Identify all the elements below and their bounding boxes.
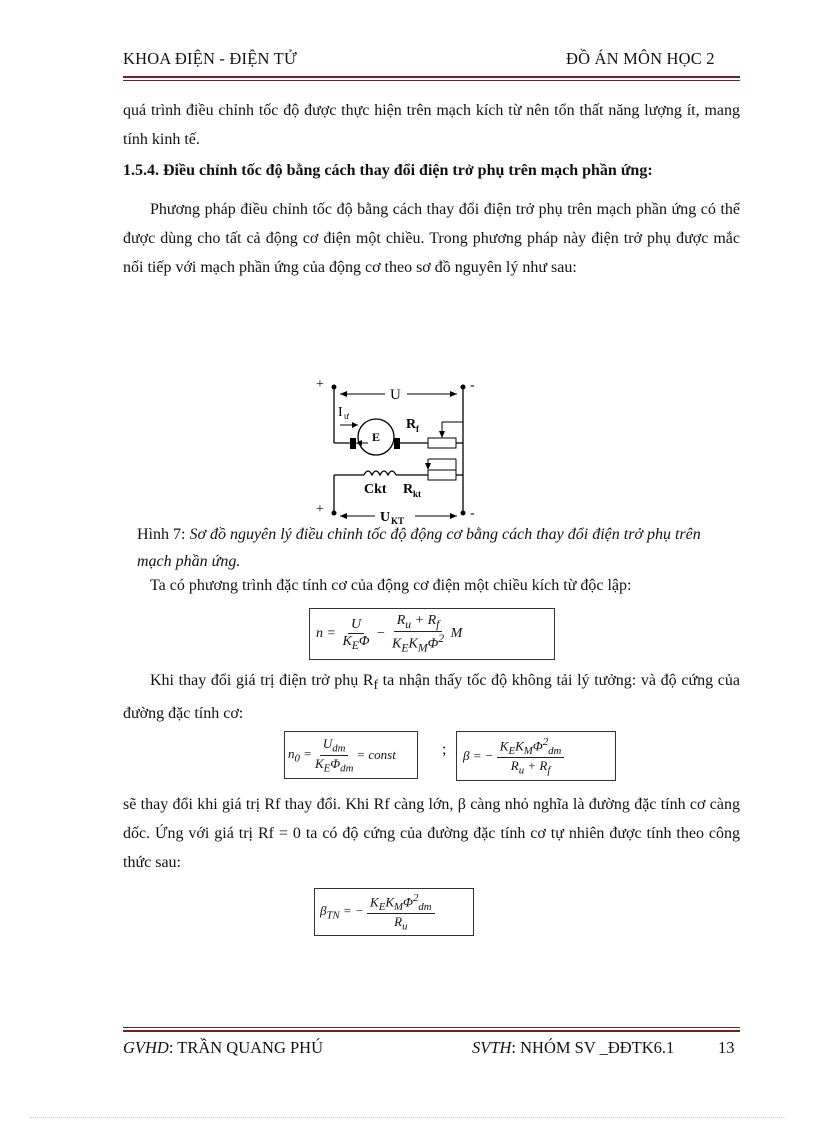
page-bottom-border — [30, 1117, 786, 1118]
header-left: KHOA ĐIỆN - ĐIỆN TỬ — [123, 49, 297, 68]
caption-text: Sơ đồ nguyên lý điều chỉnh tốc độ động cơ bằng cách thay đổi điện trở phụ trên mạch phần ứng. — [137, 526, 701, 570]
field-coil — [364, 471, 396, 475]
label-Rf: R — [406, 417, 417, 432]
page-number: 13 — [718, 1038, 735, 1057]
equation-beta: β = − $\frac{K_EK_M\Phi^2_{dm}}{R_u + R_f}$ — [456, 731, 616, 781]
footer-right: SVTH: NHÓM SV _ĐĐTK6.1 — [472, 1038, 675, 1057]
footer-rule — [123, 1030, 740, 1032]
circuit-diagram — [310, 375, 490, 525]
plus-sign-bottom: + — [316, 502, 324, 517]
footer-rule-thin — [123, 1027, 740, 1028]
resistor-rkt — [428, 470, 456, 480]
paragraph-intro: quá trình điều chỉnh tốc độ được thực hiện trên mạch kích từ nên tổn thất năng lượng ít, mang tính kinh tế. — [123, 102, 740, 148]
label-Ckt: Ckt — [364, 482, 387, 497]
paragraph-method: Phương pháp điều chỉnh tốc độ bằng cách thay đổi điện trở phụ trên mạch phần ứng có thể được dùng cho tất cả động cơ điện một chiều. Trong phương pháp này điện trở phụ được mắc nối tiếp với mạch phần ứng của động cơ theo sơ đồ nguyên lý như sau: — [123, 201, 740, 276]
minus-sign-bottom: - — [470, 506, 475, 521]
equation-beta-tn: $\beta_{TN}$ = − $\frac{K_EK_M\Phi^2_{dm}}{R_u}$ — [314, 888, 474, 936]
footer-left: GVHD: TRẦN QUANG PHÚ — [123, 1038, 323, 1057]
label-Iu: I — [338, 405, 343, 420]
svg-text:f: f — [416, 424, 419, 434]
label-Ukt: U — [380, 510, 391, 525]
resistor-rf — [428, 438, 456, 448]
label-Rkt: R — [403, 482, 414, 497]
figure-caption — [137, 521, 737, 575]
semicolon: ; — [442, 741, 447, 758]
label-E: E — [372, 430, 381, 444]
header-right: ĐỒ ÁN MÔN HỌC 2 — [566, 49, 715, 68]
svg-text:kt: kt — [413, 489, 422, 499]
terminal-minus-top — [461, 385, 466, 390]
minus-sign-top: - — [470, 378, 475, 393]
header-rule-thin — [123, 80, 740, 81]
caption-label: Hình 7: — [137, 526, 190, 543]
section-heading: 1.5.4. Điều chỉnh tốc độ bằng cách thay đổi điện trở phụ trên mạch phần ứng: — [123, 162, 653, 179]
paragraph-change-rf: Khi thay đổi giá trị điện trở phụ $R_f$ ta nhận thấy tốc độ không tải lý tưởng: và độ cứng của đường đặc tính cơ: — [123, 672, 740, 723]
plus-sign-top: + — [316, 377, 324, 392]
equation-speed: n = $\frac{U}{K_E\Phi}$ − $\frac{R_u + R_f}{K_EK_M\Phi^2}$ M — [309, 608, 555, 660]
label-U: U — [390, 387, 401, 403]
paragraph-equation-intro: Ta có phương trình đặc tính cơ của động cơ điện một chiều kích từ độc lập: — [150, 577, 632, 594]
svg-text:ư: ư — [344, 411, 349, 421]
terminal-plus-top — [332, 385, 337, 390]
header-rule — [123, 76, 740, 78]
paragraph-stiffness: sẽ thay đổi khi giá trị Rf thay đổi. Khi Rf càng lớn, β càng nhỏ nghĩa là đường đặc tính cơ càng dốc. Ứng với giá trị Rf = 0 ta có độ cứng của đường đặc tính cơ tự nhiên được tính theo công thức sau: — [123, 796, 740, 871]
equation-n0: $n_0$ = $\frac{U_{dm}}{K_E\Phi_{dm}}$ = const — [284, 731, 418, 779]
svg-text:KT: KT — [391, 516, 405, 525]
